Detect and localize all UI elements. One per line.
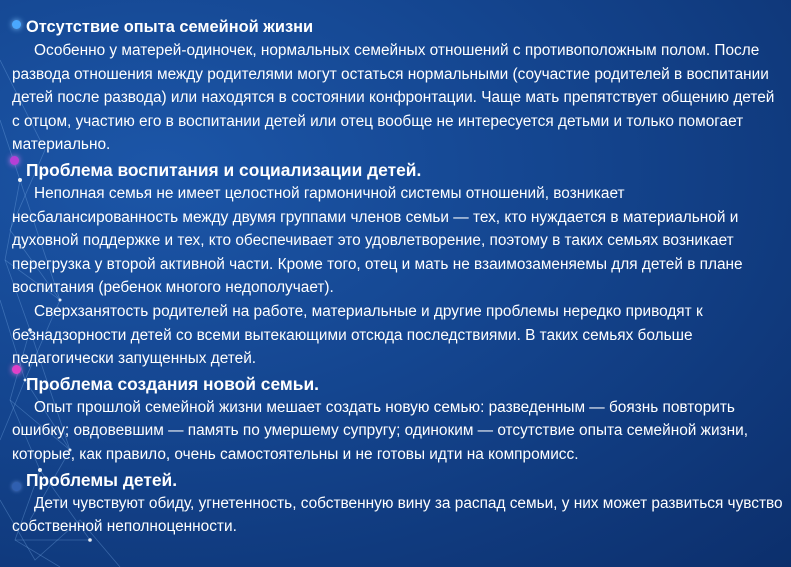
- section-no-family-experience: [12, 15, 784, 157]
- section-paragraph: Неполная семья не имеет целостной гармоничной системы отношений, возникает несбалансированность между двумя группами членов семьи — тех, кто нуждается в материальной и духовной поддержке и тех, кто обеспечивает это удовлетворение, поэтому в таких семьях возникает перегрузка у второй активной части. Кроме того, отец и мать не взаимозаменяемы для детей в плане воспитания (ребенок многого недополучает).: [12, 184, 743, 297]
- slide-content: [12, 14, 784, 539]
- section-heading: Проблема создания новой семьи.: [26, 373, 319, 394]
- section-new-family-problem: [12, 372, 784, 467]
- section-heading: Отсутствие опыта семейной жизни: [26, 18, 314, 36]
- section-paragraph: Дети чувствуют обиду, угнетенность, собственную вину за распад семьи, у них может развиться чувство собственной неполноценности.: [12, 494, 783, 536]
- section-children-problems: [12, 468, 784, 539]
- section-paragraph: Особенно у матерей-одиночек, нормальных семейных отношений с противоположным полом. После развода отношения между родителями могут остаться нормальными (соучастие родителей в воспитании детей после развода) или находятся в состоянии конфронтации. Чаще мать препятствует общению детей с отцом, участию его в воспитании детей или отец вообще не интересуется детьми и только помогает материально.: [12, 42, 775, 154]
- section-paragraph: Сверхзанятость родителей на работе, материальные и другие проблемы нередко приводят к безнадзорности детей со всеми вытекающими отсюда последствиями. В таких семьях больше педагогически запущенных детей.: [12, 302, 703, 368]
- section-paragraph: Опыт прошлой семейной жизни мешает создать новую семью: разведенным — боязнь повторить ошибку; овдовевшим — память по умершему супругу; одиноким — отсутствие опыта семейной жизни, которые, как правило, очень самостоятельны и не готовы идти на компромисс.: [12, 398, 748, 463]
- section-heading: Проблемы детей.: [26, 469, 178, 490]
- section-heading: Проблема воспитания и социализации детей.: [26, 159, 422, 180]
- section-upbringing-problem: [12, 158, 784, 371]
